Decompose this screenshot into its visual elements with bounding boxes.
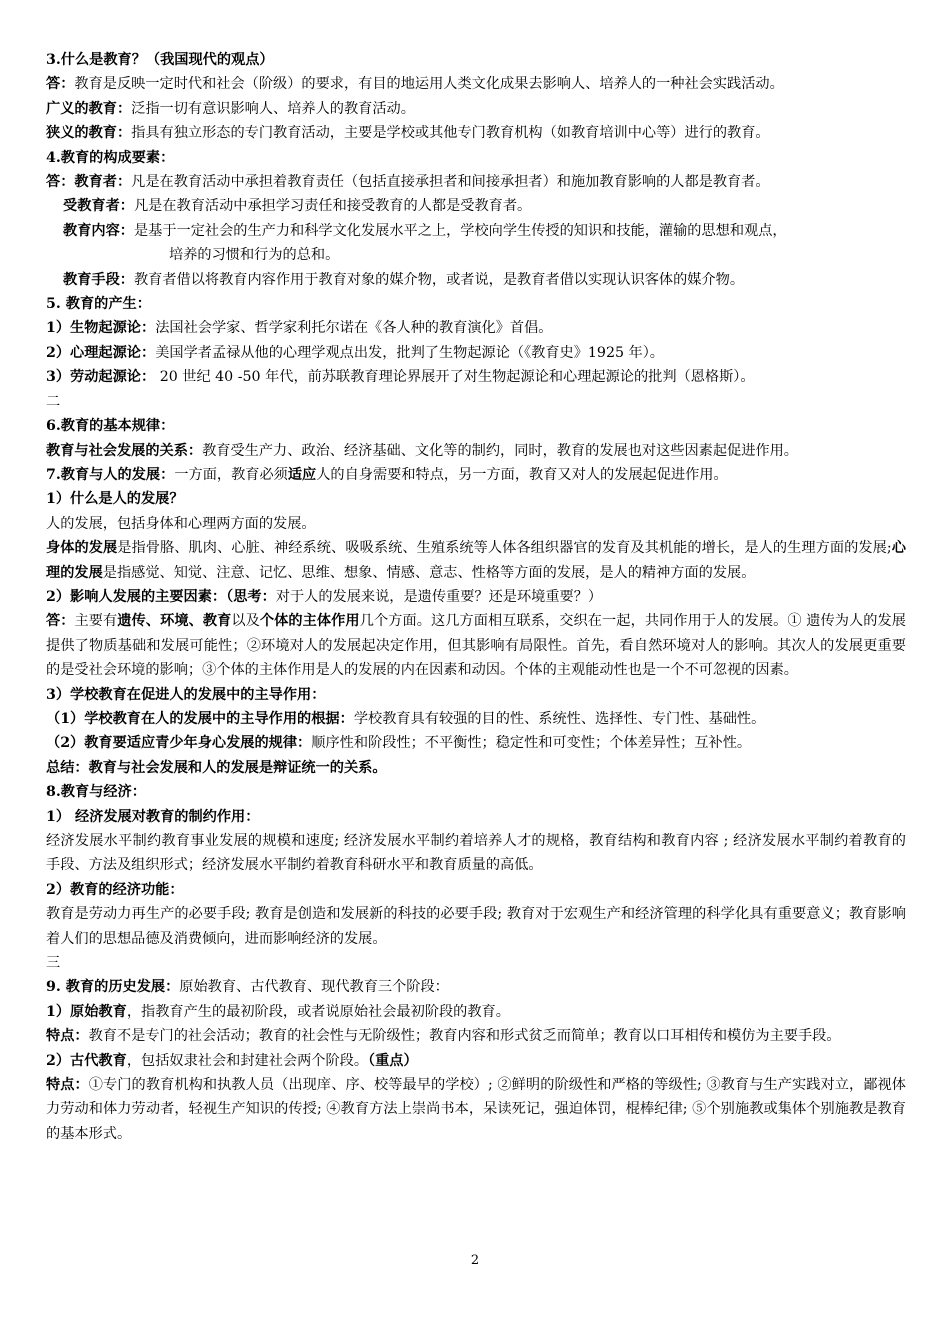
ancient-education-features: 特点：①专门的教育机构和执教人员（出现庠、序、校等最早的学校）; ②鲜明的阶级性和严格的等级性; ③教育与生产实践对立，鄙视体力劳动和体力劳动者，轻视生产知识的传授; ④教育方法上崇尚书本，呆读死记，强迫体罚，棍棒纪律; ⑤个别施教或集体个别施教是教育的基本形式。 — [46, 1077, 906, 1142]
section-8-heading: 8.教育与经济： — [46, 784, 146, 801]
q2-answer: 答：主要有遗传、环境、教育以及个体的主体作用几个方面。这几方面相互联系，交织在一起，共同作用于人的发展。① 遗传为人的发展提供了物质基础和发展可能性；②环境对人的发展起决定作用，但其影响有局限性。首先，看自然环境对人的影响。其次人的发展更重要的是受社会环境的影响；③个体的主体作用是人的发展的内在因素和动因。个体的主观能动性也是一个不可忽视的因素。 — [46, 613, 906, 679]
narrow-education-definition: 狭义的教育：指具有独立形态的专门教育活动，主要是学校或其他专门教育机构（如教育培训中心等）进行的教育。 — [46, 125, 770, 142]
section-7-heading: 7.教育与人的发展：一方面，教育必须适应人的自身需要和特点，另一方面，教育又对人的发展起促进作用。 — [46, 466, 728, 483]
q3-laws: （2）教育要适应青少年身心发展的规律：顺序性和阶段性；不平衡性；稳定性和可变性；个体差异性；互补性。 — [46, 735, 752, 752]
section-9-heading: 9. 教育的历史发展：原始教育、古代教育、现代教育三个阶段： — [46, 979, 449, 996]
part-3-marker: 三 — [46, 955, 61, 972]
education-society-relation: 教育与社会发展的关系：教育受生产力、政治、经济基础、文化等的制约，同时，教育的发展也对这些因素起促进作用。 — [46, 442, 798, 459]
section-3-answer: 答：教育是反映一定时代和社会（阶级）的要求，有目的地运用人类文化成果去影响人、培养人的一种社会实践活动。 — [46, 76, 784, 93]
economic-function-text: 教育是劳动力再生产的必要手段; 教育是创造和发展新的科技的必要手段; 教育对于宏观生产和经济管理的科学化具有重要意义；教育影响着人们的思想品德及消费倾向，进而影响经济的发展。 — [46, 906, 906, 947]
q3-basis: （1）学校教育在人的发展中的主导作用的根据：学校教育具有较强的目的性、系统性、选择性、专门性、基础性。 — [46, 710, 766, 727]
q1-intro: 人的发展，包括身体和心理两方面的发展。 — [46, 515, 316, 532]
biological-origin-theory: 1）生物起源论：法国社会学家、哲学家利托尔诺在《各人种的教育演化》首倡。 — [46, 320, 553, 337]
content-definition: 教育内容：是基于一定社会的生产力和科学文化发展水平之上，学校向学生传授的知识和技能，灌输的思想和观点， — [63, 222, 787, 239]
primitive-education: 1）原始教育，指教育产生的最初阶段，或者说原始社会最初阶段的教育。 — [46, 1003, 510, 1020]
q2-heading: 2）影响人发展的主要因素：（思考：对于人的发展来说，是遗传重要？还是环境重要？） — [46, 588, 603, 605]
economy-constraint-heading: 1） 经济发展对教育的制约作用： — [46, 808, 260, 825]
means-definition: 教育手段：教育者借以将教育内容作用于教育对象的媒介物，或者说，是教育者借以实现认识客体的媒介物。 — [63, 271, 745, 288]
ancient-education: 2）古代教育，包括奴隶社会和封建社会两个阶段。（重点） — [46, 1052, 418, 1069]
section-4-heading: 4.教育的构成要素： — [46, 149, 175, 166]
labor-origin-theory: 3）劳动起源论： 20 世纪 40 -50 年代，前苏联教育理论界展开了对生物起源论和心理起源论的批判（恩格斯）。 — [46, 369, 755, 386]
q1-heading: 1）什么是人的发展？ — [46, 491, 184, 508]
learner-definition: 受教育者：凡是在教育活动中承担学习责任和接受教育的人都是受教育者。 — [63, 198, 532, 215]
broad-education-definition: 广义的教育：泛指一切有意识影响人、培养人的教育活动。 — [46, 100, 415, 117]
section-6-heading: 6.教育的基本规律： — [46, 418, 175, 435]
q3-heading: 3）学校教育在促进人的发展中的主导作用： — [46, 686, 326, 703]
content-definition-cont: 培养的习惯和行为的总和。 — [169, 247, 340, 264]
section-3-heading: 3.什么是教育？（我国现代的观点） — [46, 52, 274, 68]
economic-function-heading: 2）教育的经济功能： — [46, 881, 184, 898]
educator-definition: 答：教育者：凡是在教育活动中承担着教育责任（包括直接承担者和间接承担者）和施加教育影响的人都是教育者。 — [46, 174, 770, 191]
section-7-summary: 总结：教育与社会发展和人的发展是辩证统一的关系。 — [46, 759, 387, 776]
body-mind-development: 身体的发展是指骨胳、肌肉、心脏、神经系统、吸吸系统、生殖系统等人体各组织器官的发育及其机能的增长，是人的生理方面的发展;心理的发展是指感觉、知觉、注意、记忆、思维、想象、情感、意志、性格等方面的发展，是人的精神方面的发展。 — [46, 540, 906, 581]
primitive-education-features: 特点：教育不是专门的社会活动；教育的社会性与无阶级性；教育内容和形式贫乏而简单；教育以口耳相传和模仿为主要手段。 — [46, 1028, 841, 1045]
page-number: 2 — [470, 1253, 480, 1268]
economy-constraint-text: 经济发展水平制约教育事业发展的规模和速度; 经济发展水平制约着培养人才的规格，教育结构和教育内容 ; 经济发展水平制约着教育的手段、方法及组织形式；经济发展水平制约着教育科研水平和教育质量的高低。 — [46, 833, 906, 874]
part-2-marker: 二 — [46, 393, 61, 410]
section-5-heading: 5. 教育的产生： — [46, 296, 151, 313]
psychological-origin-theory: 2）心理起源论：美国学者孟禄从他的心理学观点出发，批判了生物起源论（《教育史》1925 年）。 — [46, 344, 664, 361]
